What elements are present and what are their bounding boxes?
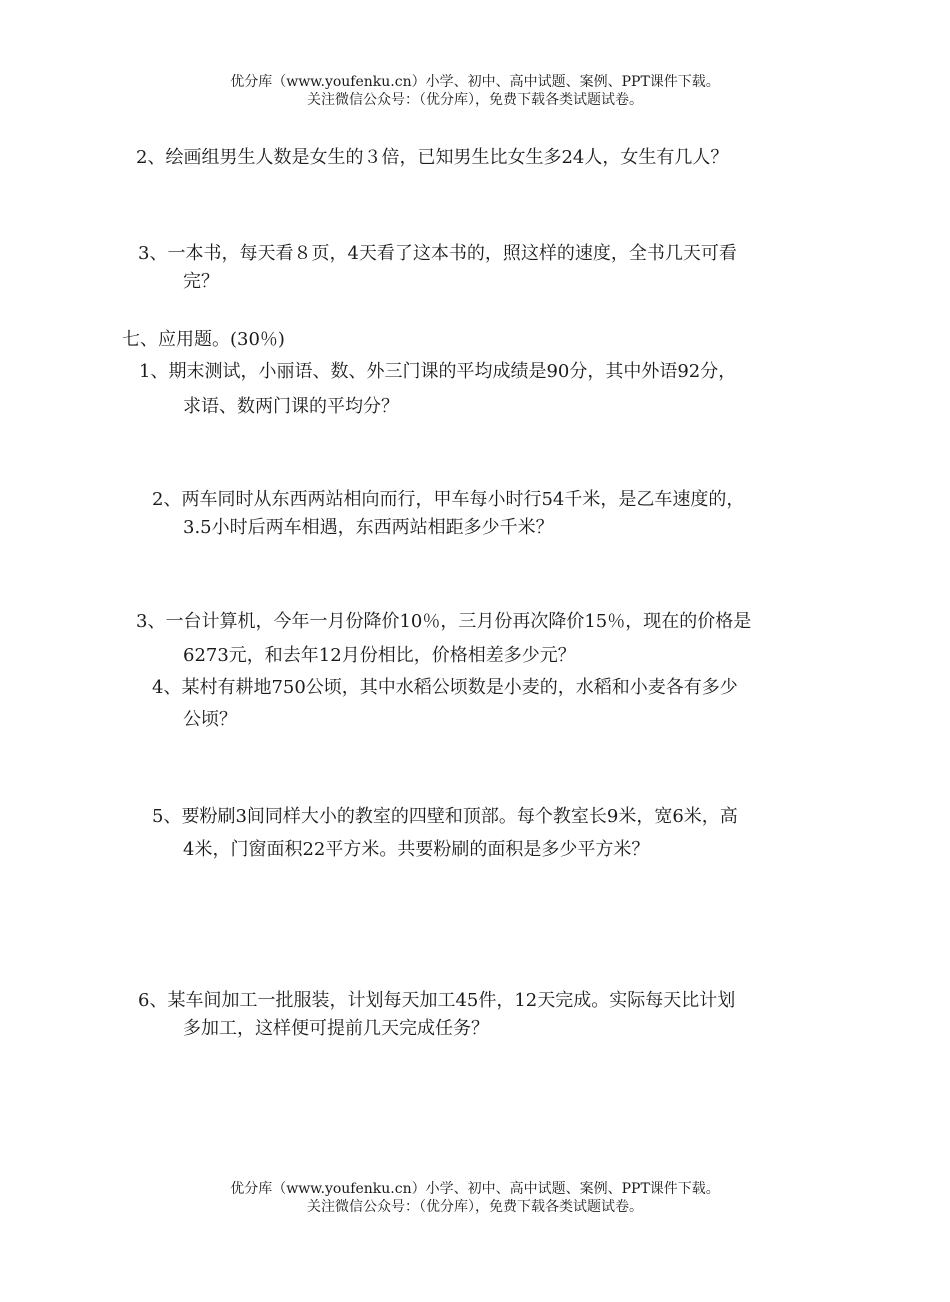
question-2-line-2: 3.5小时后两车相遇，东西两站相距多少千米？	[183, 517, 554, 538]
question-4-line-1: 4、某村有耕地750公顷，其中水稻公顷数是小麦的，水稻和小麦各有多少	[152, 677, 738, 698]
footer-line-2: 关注微信公众号：（优分库），免费下载各类试题试卷。	[307, 1199, 643, 1215]
prev-question-3-line-2: 完？	[183, 271, 219, 292]
footer-line-1: 优分库（www.youfenku.cn）小学、初中、高中试题、案例、PPT课件下载。	[230, 1181, 720, 1197]
header-line-1: 优分库（www.youfenku.cn）小学、初中、高中试题、案例、PPT课件下载。	[230, 74, 720, 90]
prev-question-3-line-1: 3、一本书，每天看８页，4天看了这本书的，照这样的速度，全书几天可看	[138, 243, 737, 264]
prev-question-2: 2、绘画组男生人数是女生的３倍，已知男生比女生多24人，女生有几人？	[136, 147, 729, 168]
question-6-line-1: 6、某车间加工一批服装，计划每天加工45件，12天完成。实际每天比计划	[138, 990, 736, 1011]
section-7-title: 七、应用题。(30％)	[122, 329, 285, 350]
question-1-line-1: 1、期末测试，小丽语、数、外三门课的平均成绩是90分，其中外语92分，	[139, 361, 737, 382]
header-line-2: 关注微信公众号：（优分库），免费下载各类试题试卷。	[307, 92, 643, 108]
question-5-line-2: 4米，门窗面积22平方米。共要粉刷的面积是多少平方米？	[183, 839, 650, 860]
question-5-line-1: 5、要粉刷3间同样大小的教室的四壁和顶部。每个教室长9米，宽6米，高	[152, 806, 738, 827]
question-1-line-2: 求语、数两门课的平均分？	[183, 396, 399, 417]
question-6-line-2: 多加工，这样便可提前几天完成任务？	[183, 1018, 489, 1039]
question-3-line-1: 3、一台计算机，今年一月份降价10％，三月份再次降价15％，现在的价格是	[136, 611, 752, 632]
question-3-line-2: 6273元，和去年12月份相比，价格相差多少元？	[183, 645, 576, 666]
question-4-line-2: 公顷？	[183, 709, 237, 730]
question-2-line-1: 2、两车同时从东西两站相向而行，甲车每小时行54千米，是乙车速度的，	[152, 489, 745, 510]
